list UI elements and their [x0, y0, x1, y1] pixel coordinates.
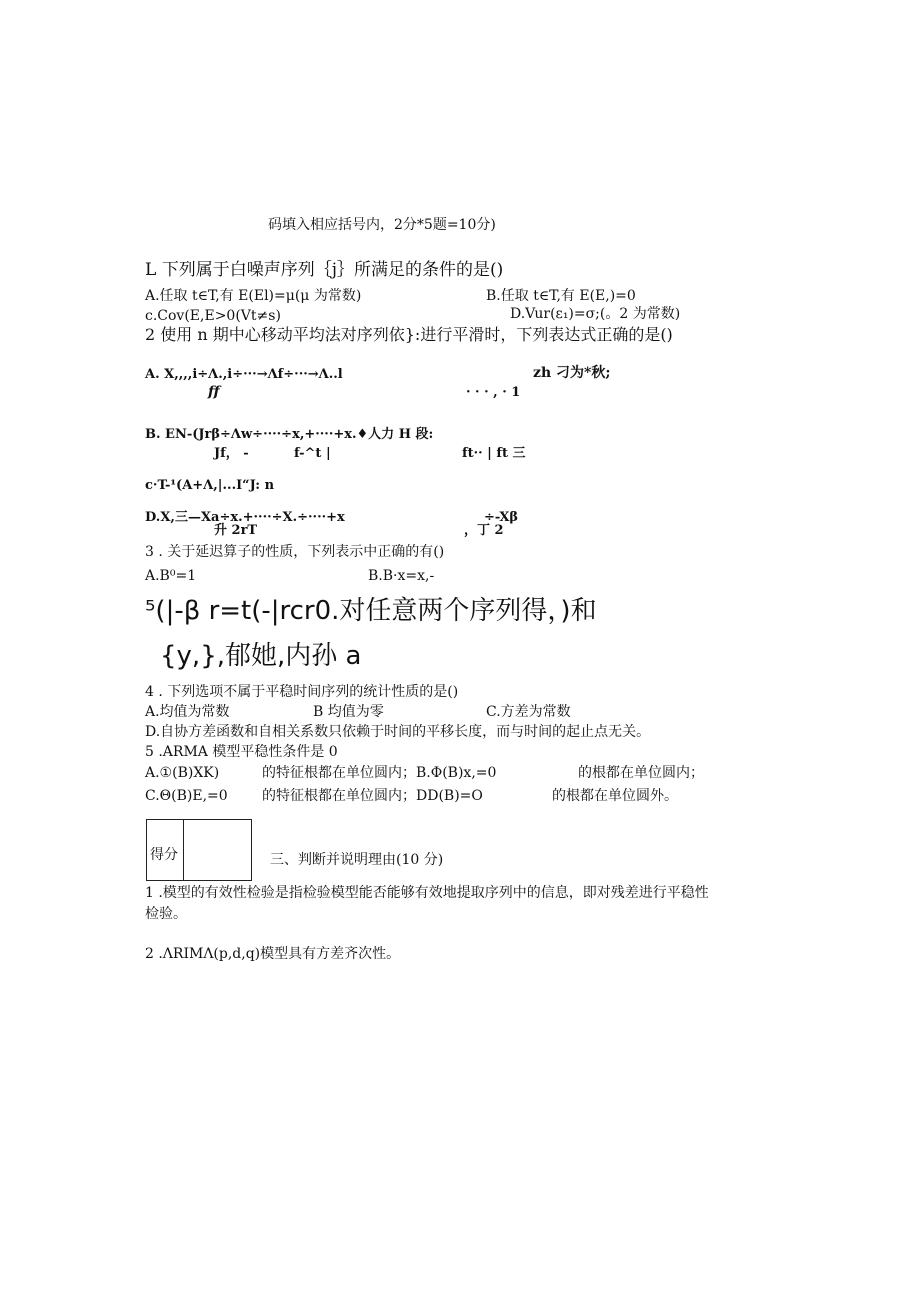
q5-option-c-left: C.Θ(B)E,=0: [145, 788, 228, 804]
q4-option-b: B 均值为零: [313, 704, 384, 720]
q2-option-a-formula: A. X,,,,i÷Λ.,i÷···→Λf÷···→Λ..l: [145, 367, 343, 382]
q4-option-d: D.自协方差函数和自相关系数只依赖于时间的平移长度，而与时间的起止点无关。: [145, 724, 651, 740]
q5-option-a-right: 的根都在单位圆内；: [578, 765, 704, 781]
q2-option-d-sub: 升 2rT: [214, 523, 258, 538]
q2-option-a-right: zh 刁为*秋;: [533, 365, 611, 381]
q5-option-c-mid: 的特征根都在单位圆内；DD(B)=O: [262, 788, 483, 804]
q2-option-b-formula: B. EN-(Jrβ÷Λw÷····÷x,+····+x.♦人力 H 段:: [145, 427, 434, 442]
q3-stem: 3 . 关于延迟算子的性质，下列表示中正确的有(): [145, 544, 445, 560]
section3-title: 三、判断并说明理由(10 分): [270, 852, 444, 868]
section3-item1-line1: 1 .模型的有效性检验是指检验模型能否能够有效地提取序列中的信息，即对残差进行平稳性: [145, 885, 709, 901]
q1-option-c: c.Cov(E,E>0(Vt≠s): [145, 308, 281, 324]
q4-stem: 4 . 下列选项不属于平稳时间序列的统计性质的是(): [145, 684, 459, 700]
score-box: [146, 819, 252, 881]
score-divider: [183, 820, 184, 880]
score-label: 得分: [150, 847, 178, 863]
q2-option-b-sub-b: f-^t |: [294, 446, 331, 461]
q4-option-c: C.方差为常数: [486, 704, 571, 720]
q1-option-b: B.任取 t∈T,有 E(E,)=0: [486, 288, 636, 304]
q5-option-a-mid: 的特征根都在单位圆内；B.Φ(B)x,=0: [262, 765, 497, 781]
q2-stem: 2 使用 n 期中心移动平均法对序列依}:进行平滑时，下列表达式正确的是(): [145, 325, 673, 344]
q2-option-b-sub-c: ft·· | ft 三: [462, 446, 526, 461]
section3-item1-line2: 检验。: [145, 906, 187, 922]
q2-option-a-sub: ff: [208, 384, 220, 400]
q1-option-a: A.任取 t∈T,有 E(El)=μ(μ 为常数): [145, 288, 362, 304]
q2-option-d-sub-right: ，丁 2: [464, 523, 504, 538]
q1-stem: L 下列属于白噪声序列｛j｝所满足的条件的是(): [145, 260, 504, 280]
q3-option-b: B.B·x=x,-: [368, 568, 435, 584]
section3-item2: 2 .ΛRIMΛ(p,d,q)模型具有方差齐次性。: [145, 946, 401, 962]
q2-option-c-formula: c·T-¹(A+Λ,|...I“J: n: [145, 478, 275, 493]
q3-option-a: A.B⁰=1: [145, 568, 197, 584]
q4-option-a: A.均值为常数: [145, 704, 230, 720]
q5-option-a-left: A.①(B)XK): [145, 765, 220, 781]
q3-option-cd-line2: {y,},郁她,内孙 a: [160, 641, 362, 671]
q3-option-cd-line1: ⁵(|-β r=t(-|rcr0.对任意两个序列得，)和: [145, 596, 597, 626]
q1-option-d: D.Vur(ε₁)=σ;(。2 为常数): [510, 306, 681, 322]
q5-option-c-right: 的根都在单位圆外。: [552, 788, 678, 804]
section-instruction: 码填入相应括号内，2分*5题=10分): [268, 217, 496, 233]
q2-option-d-right: ÷-Xβ: [484, 510, 519, 525]
q2-option-b-sub-a: Jf， -: [214, 446, 249, 461]
q5-stem: 5 .ARMA 模型平稳性条件是 0: [145, 744, 338, 760]
q2-option-d-formula: D.X,三—Xa÷x.+····÷X.÷····+x: [145, 510, 345, 525]
q2-option-a-sub-right: · · · , · 1: [466, 385, 521, 400]
